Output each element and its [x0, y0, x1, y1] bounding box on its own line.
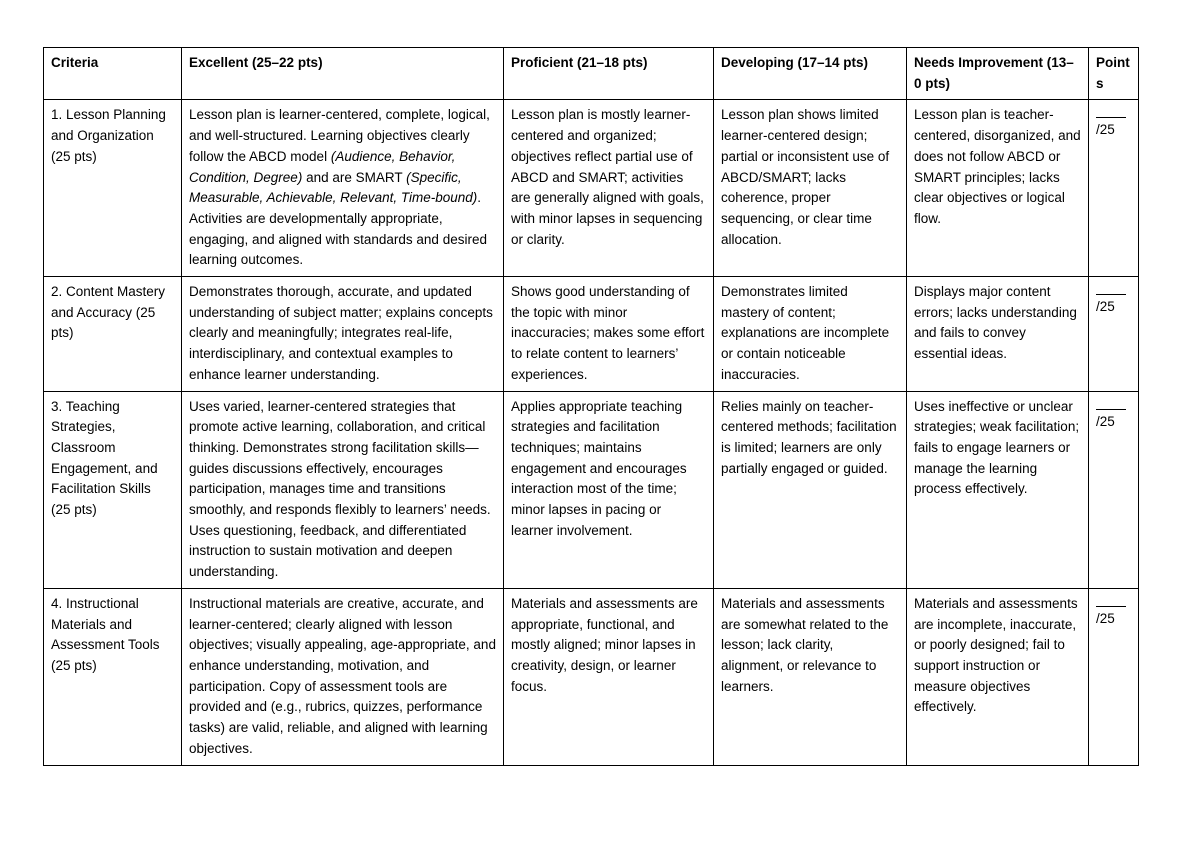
header-row: [44, 48, 1139, 100]
criteria-cell: 1. Lesson Planning and Organization (25 pts): [44, 100, 182, 277]
table-row: [44, 588, 1139, 765]
developing-cell: Relies mainly on teacher-centered methods; facilitation is limited; learners are only partially engaged or guided.: [714, 391, 907, 588]
smart-expansion: (Specific, Measurable, Achievable, Relevant, Time-bound): [189, 169, 478, 206]
table-row: [44, 391, 1139, 588]
excellent-text: Lesson plan is learner-centered, complete, logical, and well-structured. Learning objectives clearly follow the ABCD model: [189, 107, 490, 164]
excellent-cell: Instructional materials are creative, accurate, and learner-centered; clearly aligned with lesson objectives; visually appealing, age-appropriate, and enhance understanding, motivation, and participation. Copy of assessment tools are provided and (e.g., rubrics, quizzes, performance tasks) are valid, reliable, and aligned with learning objectives.: [182, 588, 504, 765]
score-blank[interactable]: [1096, 282, 1126, 295]
points-cell[interactable]: [1089, 391, 1139, 588]
criteria-cell: 4. Instructional Materials and Assessment Tools (25 pts): [44, 588, 182, 765]
developing-cell: Lesson plan shows limited learner-centered design; partial or inconsistent use of ABCD/SMART; lacks coherence, proper sequencing, or clear time allocation.: [714, 100, 907, 277]
criteria-cell: 2. Content Mastery and Accuracy (25 pts): [44, 277, 182, 392]
points-max: /25: [1096, 610, 1115, 626]
excellent-cell: Uses varied, learner-centered strategies that promote active learning, collaboration, and critical thinking. Demonstrates strong facilitation skills—guides discussions effectively, encourages participation, manages time and transitions smoothly, and responds flexibly to learners’ needs. Uses questioning, feedback, and differentiated instruction to sustain motivation and deepen understanding.: [182, 391, 504, 588]
abcd-expansion: (Audience, Behavior, Condition, Degree): [189, 148, 456, 185]
proficient-cell: Lesson plan is mostly learner-centered and organized; objectives reflect partial use of ABCD and SMART; activities are generally aligned with goals, with minor lapses in sequencing or clarity.: [504, 100, 714, 277]
criteria-cell: 3. Teaching Strategies, Classroom Engagement, and Facilitation Skills (25 pts): [44, 391, 182, 588]
needs-improvement-cell: Displays major content errors; lacks understanding and fails to convey essential ideas.: [907, 277, 1089, 392]
header-criteria: Criteria: [44, 48, 182, 100]
excellent-text: and are SMART: [302, 169, 407, 185]
excellent-cell: [182, 100, 504, 277]
score-blank[interactable]: [1096, 594, 1126, 607]
header-excellent: Excellent (25–22 pts): [182, 48, 504, 100]
points-cell[interactable]: [1089, 100, 1139, 277]
table-row: [44, 277, 1139, 392]
needs-improvement-cell: Uses ineffective or unclear strategies; weak facilitation; fails to engage learners or manage the learning process effectively.: [907, 391, 1089, 588]
score-blank[interactable]: [1096, 397, 1126, 410]
header-needs-improvement: Needs Improvement (13–0 pts): [907, 48, 1089, 100]
score-blank[interactable]: [1096, 105, 1126, 118]
rubric-table: [43, 47, 1139, 766]
proficient-cell: Materials and assessments are appropriate, functional, and mostly aligned; minor lapses in creativity, design, or learner focus.: [504, 588, 714, 765]
points-cell[interactable]: [1089, 588, 1139, 765]
needs-improvement-cell: Materials and assessments are incomplete, inaccurate, or poorly designed; fail to support instruction or measure objectives effectively.: [907, 588, 1089, 765]
proficient-cell: Shows good understanding of the topic with minor inaccuracies; makes some effort to relate content to learners’ experiences.: [504, 277, 714, 392]
table-row: [44, 100, 1139, 277]
proficient-cell: Applies appropriate teaching strategies and facilitation techniques; maintains engagement and encourages interaction most of the time; minor lapses in pacing or learner involvement.: [504, 391, 714, 588]
developing-cell: Demonstrates limited mastery of content; explanations are incomplete or contain noticeable inaccuracies.: [714, 277, 907, 392]
developing-cell: Materials and assessments are somewhat related to the lesson; lack clarity, alignment, or relevance to learners.: [714, 588, 907, 765]
points-max: /25: [1096, 299, 1115, 315]
header-developing: Developing (17–14 pts): [714, 48, 907, 100]
points-max: /25: [1096, 122, 1115, 138]
needs-improvement-cell: Lesson plan is teacher-centered, disorganized, and does not follow ABCD or SMART principles; lacks clear objectives or logical flow.: [907, 100, 1089, 277]
points-cell[interactable]: [1089, 277, 1139, 392]
points-max: /25: [1096, 413, 1115, 429]
header-points: Points: [1089, 48, 1139, 100]
excellent-cell: Demonstrates thorough, accurate, and updated understanding of subject matter; explains concepts clearly and meaningfully; integrates real-life, interdisciplinary, and contextual examples to enhance learner understanding.: [182, 277, 504, 392]
excellent-text: . Activities are developmentally appropriate, engaging, and aligned with standards and desired learning outcomes.: [189, 190, 487, 268]
header-proficient: Proficient (21–18 pts): [504, 48, 714, 100]
